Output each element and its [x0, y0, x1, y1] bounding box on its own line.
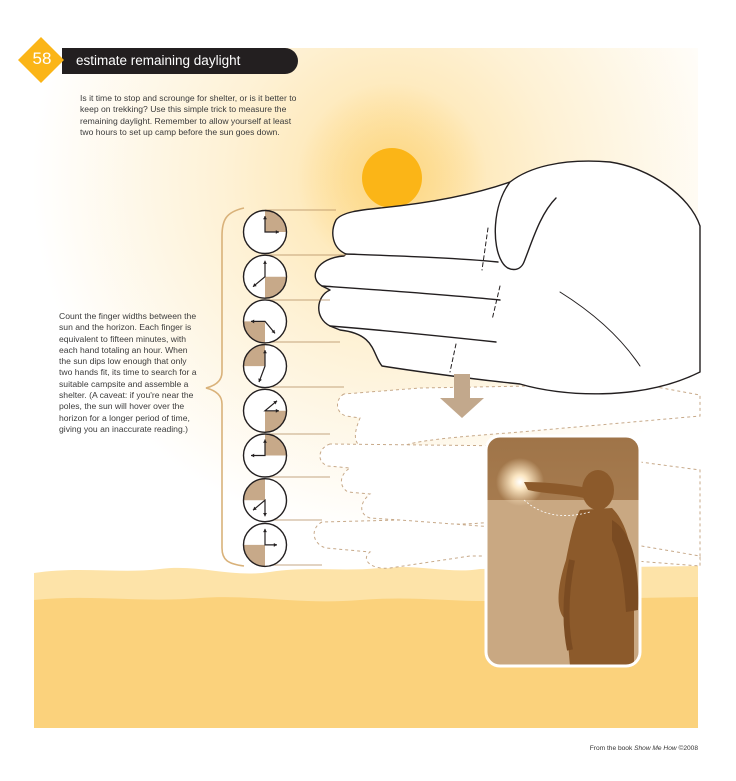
instruction-paragraph: Count the finger widths between the sun and the horizon. Each finger is equivalent to fifteen minutes, with each hand totaling an hour. When the sun dips low enough that only two hands fit, its time to search for a suitable campsite and assemble a shelter. (A caveat: if you're near the poles, the sun will hover over the horizon for a longer period of time, giving you an inaccurate reading.) — [59, 311, 197, 434]
sun-icon — [362, 148, 422, 208]
credit-line — [590, 745, 698, 752]
clock-icon — [244, 211, 287, 254]
clock-icon — [244, 479, 287, 522]
clock-icon — [244, 434, 287, 477]
intro-paragraph: Is it time to stop and scrounge for shelter, or is it better to keep on trekking? Use this simple trick to measure the remaining daylight. Remember to allow yourself at least two hours to set up camp before the sun goes down. — [80, 93, 297, 137]
clock-icon — [244, 345, 287, 388]
tip-number: 58 — [32, 49, 52, 68]
photo-inset — [486, 436, 640, 666]
credit-prefix: From the book — [589, 745, 633, 752]
clock-icon — [244, 255, 287, 298]
credit-suffix: ©2008 — [678, 745, 698, 752]
clock-icon — [244, 300, 287, 343]
credit-book-title: Show Me How — [634, 745, 677, 752]
clock-icon — [244, 389, 287, 432]
page-title: estimate remaining daylight — [76, 53, 241, 68]
clock-icon — [244, 523, 287, 566]
